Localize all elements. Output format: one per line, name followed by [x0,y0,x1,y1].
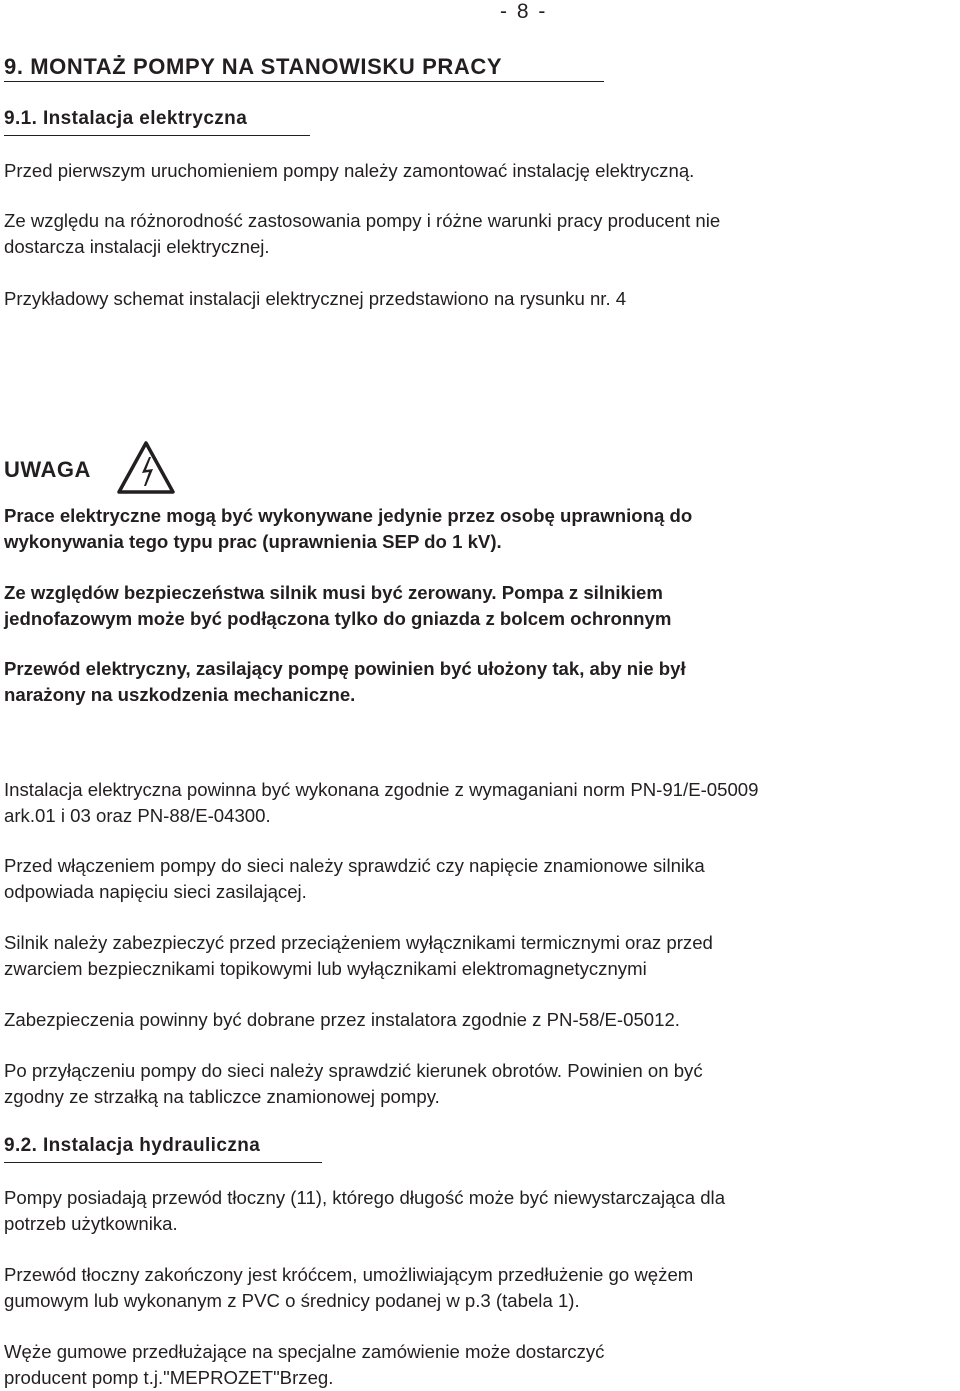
warning-title: UWAGA [4,457,91,482]
warning-grounding-bold: Ze względów bezpieczeństwa silnik musi być zerowany. [4,582,497,603]
paragraph-electrical-3: Przykładowy schemat instalacji elektrycznej przedstawiono na rysunku nr. 4 [4,288,627,309]
paragraph-motor-protection: Silnik należy zabezpieczyć przed przeciążeniem wyłącznikami termicznymi oraz przed zwarciem bezpiecznikami topikowymi lub wyłącznikami elektromagnetycznymi [4,932,713,979]
section-title: 9. MONTAŻ POMPY NA STANOWISKU PRACY [4,54,503,79]
page-number: - 8 - [500,0,548,23]
paragraph-electrical-1: Przed pierwszym uruchomieniem pompy należy zamontować instalację elektryczną. [4,160,695,181]
paragraph-rotation: Po przyłączeniu pompy do sieci należy sprawdzić kierunek obrotów. Powinien on być zgodny ze strzałką na tabliczce znamionowej pompy. [4,1060,703,1107]
subsection-title-electrical: 9.1. Instalacja elektryczna [4,108,248,129]
subsection-title-underline [4,135,310,136]
warning-paragraph-cable: Przewód elektryczny, zasilający pompę powinien być ułożony tak, aby nie był narażony na uszkodzenia mechaniczne. [4,658,686,705]
electric-hazard-icon [116,440,176,496]
paragraph-hydraulic-2: Przewód tłoczny zakończony jest króćcem, umożliwiającym przedłużenie go wężem gumowym lub wykonanym z PVC o średnicy podanej w p.3 (tabela 1). [4,1264,694,1311]
section-title-underline [4,81,604,82]
paragraph-fuses: Zabezpieczenia powinny być dobrane przez instalatora zgodnie z PN-58/E-05012. [4,1009,680,1030]
warning-paragraph-grounding: Ze względów bezpieczeństwa silnik musi być zerowany. Pompa z silnikiem jednofazowym może być podłączona tylko do gniazda z bolcem ochronnym [4,582,672,629]
subsection-hydraulic-underline [4,1162,322,1163]
paragraph-voltage-check: Przed włączeniem pompy do sieci należy sprawdzić czy napięcie znamionowe silnika odpowiada napięciu sieci zasilającej. [4,855,705,902]
paragraph-norms: Instalacja elektryczna powinna być wykonana zgodnie z wymaganiani norm PN-91/E-05009 ark.01 i 03 oraz PN-88/E-04300. [4,779,759,826]
paragraph-hydraulic-3: Węże gumowe przedłużające na specjalne zamówienie może dostarczyć producent pomp t.j."MEPROZET"Brzeg. [4,1341,605,1388]
paragraph-hydraulic-1: Pompy posiadają przewód tłoczny (11), którego długość może być niewystarczająca dla potrzeb użytkownika. [4,1187,726,1234]
warning-grounding-rest: Pompa z silnikiem [496,582,663,603]
subsection-title-hydraulic: 9.2. Instalacja hydrauliczna [4,1135,261,1156]
paragraph-electrical-2: Ze względu na różnorodność zastosowania pompy i różne warunki pracy producent nie dostarcza instalacji elektrycznej. [4,210,721,257]
warning-paragraph-qualified: Prace elektryczne mogą być wykonywane jedynie przez osobę uprawnioną do wykonywania tego typu prac (uprawnienia SEP do 1 kV). [4,505,693,552]
